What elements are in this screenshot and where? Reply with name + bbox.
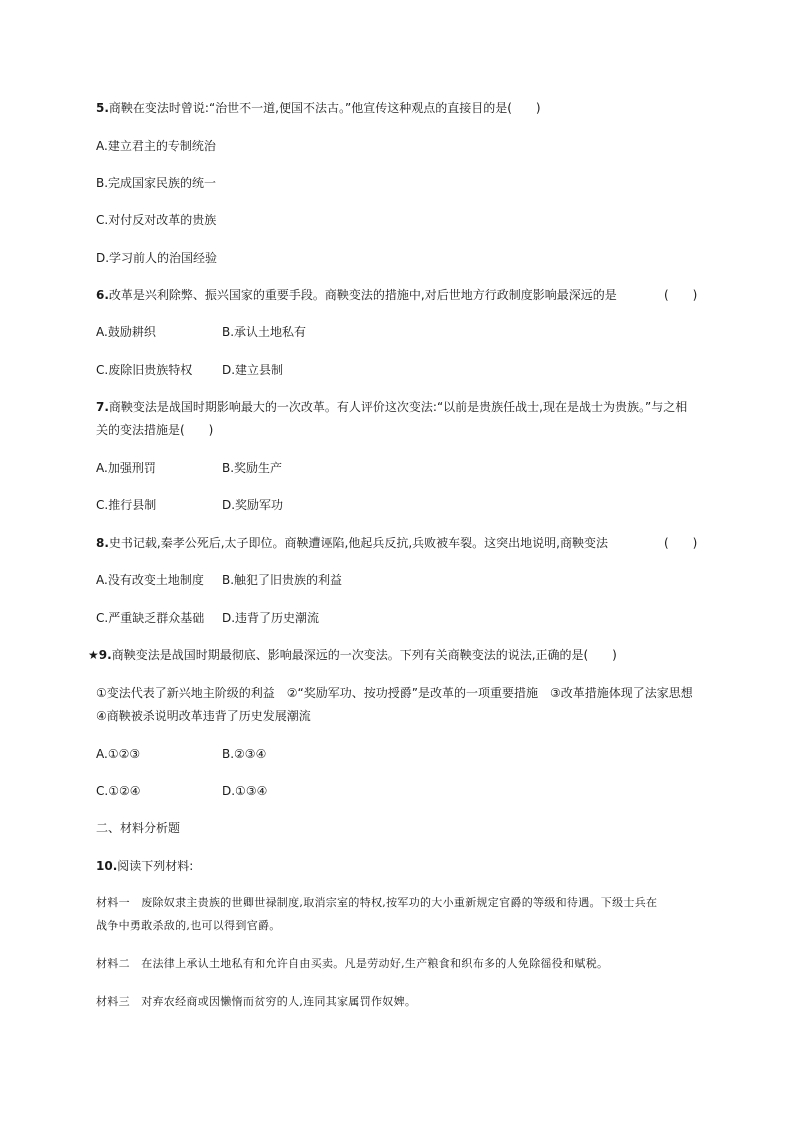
q9-statements-line2: ④商鞅被杀说明改革违背了历史发展潮流 xyxy=(96,709,311,723)
q7-option-c: C.推行县制 xyxy=(96,498,157,512)
question-text: 商鞅变法是战国时期最彻底、影响最深远的一次变法。下列有关商鞅变法的说法,正确的是( ) xyxy=(111,648,617,662)
question-8-stem xyxy=(96,535,608,551)
q6-option-b: B.承认土地私有 xyxy=(222,325,307,339)
star-icon: ★ xyxy=(88,648,99,662)
question-text: 商鞅在变法时曾说:“治世不一道,便国不法古。”他宣传这种观点的直接目的是( ) xyxy=(108,101,541,115)
question-7-stem xyxy=(96,399,687,415)
q5-option-a: A.建立君主的专制统治 xyxy=(96,139,216,153)
q7-option-a: A.加强刑罚 xyxy=(96,461,156,475)
question-text: 商鞅变法是战国时期影响最大的一次改革。有人评价这次变法:“以前是贵族任战士,现在是战士为贵族。”与之相 xyxy=(108,400,688,414)
q9-option-a: A.①②③ xyxy=(96,747,141,761)
q9-statements-line1: ①变法代表了新兴地主阶级的利益 ②“奖励军功、按功授爵”是改革的一项重要措施 ③改革措施体现了法家思想 xyxy=(96,686,693,700)
question-9-stem xyxy=(88,647,617,663)
q9-option-c: C.①②④ xyxy=(96,784,141,798)
question-number: 10. xyxy=(96,859,118,873)
material-2: 材料二 在法律上承认土地私有和允许自由买卖。凡是劳动好,生产粮食和织布多的人免除徭役和赋税。 xyxy=(96,957,609,970)
q6-option-d: D.建立县制 xyxy=(222,363,284,377)
q8-option-a: A.没有改变土地制度 xyxy=(96,573,204,587)
q6-option-c: C.废除旧贵族特权 xyxy=(96,363,193,377)
question-number: 9. xyxy=(98,648,112,662)
material-1-line2: 战争中勇敢杀敌的,也可以得到官爵。 xyxy=(96,919,281,932)
question-text: 阅读下列材料: xyxy=(117,859,194,873)
question-number: 8. xyxy=(96,536,109,550)
q8-option-c: C.严重缺乏群众基础 xyxy=(96,611,205,625)
question-10-stem xyxy=(96,858,193,874)
material-3: 材料三 对弃农经商或因懒惰而贫穷的人,连同其家属罚作奴婢。 xyxy=(96,995,417,1008)
q7-option-b: B.奖励生产 xyxy=(222,461,283,475)
q5-option-b: B.完成国家民族的统一 xyxy=(96,176,217,190)
q8-option-d: D.违背了历史潮流 xyxy=(222,611,320,625)
question-5-stem xyxy=(96,100,541,116)
q7-option-d: D.奖励军功 xyxy=(222,498,284,512)
question-6-stem xyxy=(96,287,617,303)
question-7-stem-cont: 关的变法措施是( ) xyxy=(96,423,214,437)
q5-option-c: C.对付反对改革的贵族 xyxy=(96,213,217,227)
question-number: 5. xyxy=(96,101,109,115)
question-number: 7. xyxy=(96,400,109,414)
q5-option-d: D.学习前人的治国经验 xyxy=(96,251,218,265)
q6-option-a: A.鼓励耕织 xyxy=(96,325,156,339)
q8-answer-bracket: ( ) xyxy=(664,536,698,550)
q8-option-b: B.触犯了旧贵族的利益 xyxy=(222,573,343,587)
section-heading: 二、材料分析题 xyxy=(96,821,181,835)
q6-answer-bracket: ( ) xyxy=(664,288,698,302)
q9-option-d: D.①③④ xyxy=(222,784,268,798)
question-number: 6. xyxy=(96,288,109,302)
question-text: 史书记载,秦孝公死后,太子即位。商鞅遭诬陷,他起兵反抗,兵败被车裂。这突出地说明,商鞅变法 xyxy=(108,536,608,550)
question-text: 改革是兴利除弊、振兴国家的重要手段。商鞅变法的措施中,对后世地方行政制度影响最深远的是 xyxy=(108,288,617,302)
q9-option-b: B.②③④ xyxy=(222,747,267,761)
material-1-line1: 材料一 废除奴隶主贵族的世卿世禄制度,取消宗室的特权,按军功的大小重新规定官爵的等级和待遇。下级士兵在 xyxy=(96,896,658,909)
